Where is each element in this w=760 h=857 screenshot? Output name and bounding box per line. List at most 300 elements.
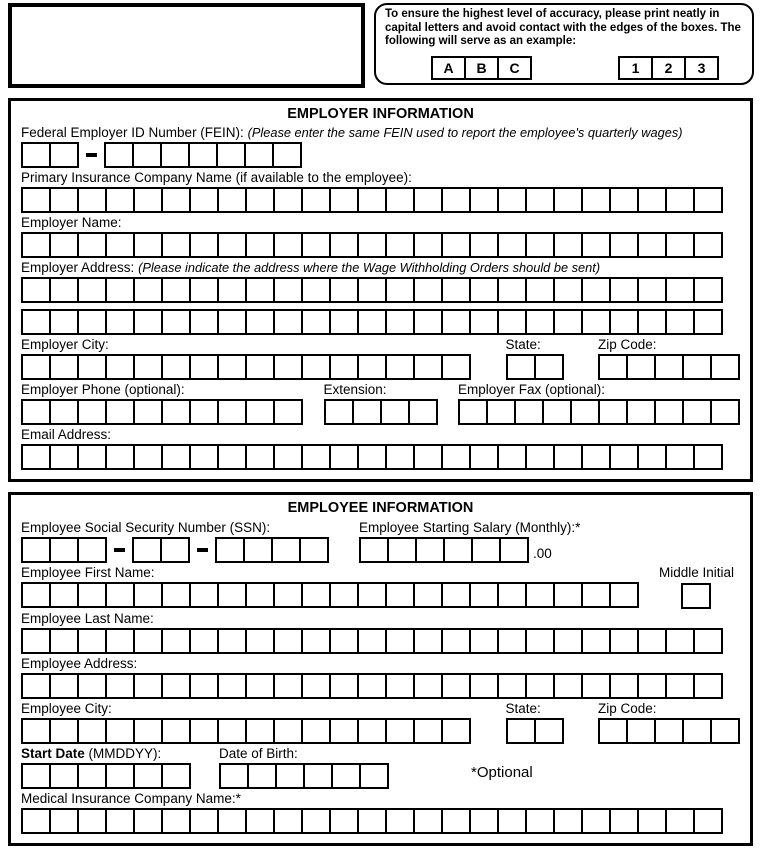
input-box[interactable] [189,354,219,380]
input-box[interactable] [385,309,415,335]
input-box[interactable] [273,808,303,834]
input-box[interactable] [49,277,79,303]
input-box[interactable] [609,444,639,470]
input-box[interactable] [469,277,499,303]
input-box[interactable] [21,628,51,654]
input-box[interactable] [553,808,583,834]
input-box[interactable] [160,537,190,563]
input-box[interactable] [105,277,135,303]
input-box[interactable] [413,582,443,608]
input-box[interactable] [217,628,247,654]
input-box[interactable] [681,583,711,609]
example-box[interactable]: A [431,56,466,80]
input-box[interactable] [189,582,219,608]
input-box[interactable] [324,399,354,425]
input-box[interactable] [413,673,443,699]
input-box[interactable] [189,232,219,258]
input-box[interactable] [161,232,191,258]
input-box[interactable] [329,808,359,834]
input-box[interactable] [189,399,219,425]
input-box[interactable] [415,537,445,563]
input-box[interactable] [301,187,331,213]
input-box[interactable] [301,444,331,470]
input-box[interactable] [609,232,639,258]
input-box[interactable] [105,354,135,380]
input-box[interactable] [49,187,79,213]
input-box[interactable] [357,444,387,470]
input-box[interactable] [273,354,303,380]
input-box[interactable] [133,309,163,335]
input-box[interactable] [553,277,583,303]
input-box[interactable] [357,582,387,608]
example-box[interactable]: C [497,56,532,80]
input-box[interactable] [21,399,51,425]
input-box[interactable] [49,673,79,699]
input-box[interactable] [553,232,583,258]
input-box[interactable] [133,354,163,380]
input-box[interactable] [49,718,79,744]
input-box[interactable] [245,399,275,425]
input-box[interactable] [581,232,611,258]
input-box[interactable] [665,808,695,834]
input-box[interactable] [161,628,191,654]
input-box[interactable] [469,673,499,699]
input-box[interactable] [105,673,135,699]
input-box[interactable] [21,763,51,789]
input-box[interactable] [413,309,443,335]
input-box[interactable] [413,808,443,834]
input-box[interactable] [581,808,611,834]
input-box[interactable] [665,277,695,303]
input-box[interactable] [469,444,499,470]
input-box[interactable] [77,444,107,470]
input-box[interactable] [301,277,331,303]
input-box[interactable] [359,537,389,563]
input-box[interactable] [441,582,471,608]
input-box[interactable] [133,628,163,654]
input-box[interactable] [189,808,219,834]
input-box[interactable] [161,187,191,213]
input-box[interactable] [525,808,555,834]
input-box[interactable] [357,718,387,744]
input-box[interactable] [215,537,245,563]
input-box[interactable] [581,187,611,213]
input-box[interactable] [77,309,107,335]
input-box[interactable] [301,628,331,654]
input-box[interactable] [301,309,331,335]
input-box[interactable] [581,277,611,303]
input-box[interactable] [189,628,219,654]
example-box[interactable]: 2 [651,56,686,80]
input-box[interactable] [413,187,443,213]
input-box[interactable] [161,808,191,834]
input-box[interactable] [598,399,628,425]
input-box[interactable] [385,718,415,744]
input-box[interactable] [77,673,107,699]
input-box[interactable] [609,808,639,834]
input-box[interactable] [216,142,246,168]
input-box[interactable] [525,628,555,654]
input-box[interactable] [693,628,723,654]
input-box[interactable] [105,582,135,608]
input-box[interactable] [329,718,359,744]
input-box[interactable] [693,187,723,213]
input-box[interactable] [245,232,275,258]
input-box[interactable] [161,309,191,335]
input-box[interactable] [49,354,79,380]
input-box[interactable] [385,444,415,470]
example-box[interactable]: 1 [618,56,653,80]
input-box[interactable] [301,808,331,834]
input-box[interactable] [506,718,536,744]
input-box[interactable] [637,309,667,335]
input-box[interactable] [273,232,303,258]
input-box[interactable] [133,718,163,744]
input-box[interactable] [682,718,712,744]
input-box[interactable] [245,582,275,608]
input-box[interactable] [469,808,499,834]
input-box[interactable] [654,718,684,744]
input-box[interactable] [441,309,471,335]
input-box[interactable] [77,808,107,834]
input-box[interactable] [217,277,247,303]
input-box[interactable] [331,763,361,789]
input-box[interactable] [441,808,471,834]
input-box[interactable] [357,277,387,303]
input-box[interactable] [682,399,712,425]
input-box[interactable] [693,444,723,470]
input-box[interactable] [217,354,247,380]
input-box[interactable] [665,628,695,654]
input-box[interactable] [637,808,667,834]
input-box[interactable] [443,537,473,563]
example-box[interactable]: 3 [684,56,719,80]
input-box[interactable] [21,354,51,380]
input-box[interactable] [710,399,740,425]
input-box[interactable] [570,399,600,425]
input-box[interactable] [301,354,331,380]
input-box[interactable] [21,718,51,744]
input-box[interactable] [21,232,51,258]
input-box[interactable] [161,718,191,744]
input-box[interactable] [357,187,387,213]
input-box[interactable] [441,444,471,470]
input-box[interactable] [469,628,499,654]
input-box[interactable] [77,354,107,380]
input-box[interactable] [357,232,387,258]
input-box[interactable] [49,763,79,789]
input-box[interactable] [637,232,667,258]
input-box[interactable] [598,354,628,380]
input-box[interactable] [693,277,723,303]
input-box[interactable] [413,277,443,303]
input-box[interactable] [710,354,740,380]
input-box[interactable] [654,354,684,380]
input-box[interactable] [497,277,527,303]
input-box[interactable] [105,628,135,654]
input-box[interactable] [217,444,247,470]
input-box[interactable] [217,582,247,608]
input-box[interactable] [189,277,219,303]
input-box[interactable] [77,232,107,258]
input-box[interactable] [581,628,611,654]
input-box[interactable] [105,808,135,834]
input-box[interactable] [21,808,51,834]
input-box[interactable] [385,673,415,699]
input-box[interactable] [273,399,303,425]
input-box[interactable] [710,718,740,744]
input-box[interactable] [189,673,219,699]
input-box[interactable] [469,582,499,608]
input-box[interactable] [105,187,135,213]
input-box[interactable] [77,628,107,654]
input-box[interactable] [525,582,555,608]
input-box[interactable] [77,537,107,563]
input-box[interactable] [385,628,415,654]
input-box[interactable] [637,187,667,213]
input-box[interactable] [525,309,555,335]
input-box[interactable] [609,187,639,213]
input-box[interactable] [133,582,163,608]
input-box[interactable] [693,309,723,335]
input-box[interactable] [352,399,382,425]
input-box[interactable] [161,399,191,425]
input-box[interactable] [413,444,443,470]
input-box[interactable] [553,628,583,654]
input-box[interactable] [217,232,247,258]
input-box[interactable] [219,763,249,789]
input-box[interactable] [21,309,51,335]
input-box[interactable] [161,444,191,470]
input-box[interactable] [385,582,415,608]
input-box[interactable] [217,673,247,699]
input-box[interactable] [609,673,639,699]
input-box[interactable] [133,187,163,213]
input-box[interactable] [77,582,107,608]
input-box[interactable] [441,673,471,699]
input-box[interactable] [245,628,275,654]
input-box[interactable] [245,444,275,470]
input-box[interactable] [132,537,162,563]
input-box[interactable] [497,444,527,470]
input-box[interactable] [49,142,79,168]
input-box[interactable] [161,582,191,608]
input-box[interactable] [105,232,135,258]
input-box[interactable] [133,808,163,834]
input-box[interactable] [441,232,471,258]
input-box[interactable] [21,277,51,303]
input-box[interactable] [469,232,499,258]
input-box[interactable] [626,718,656,744]
input-box[interactable] [609,277,639,303]
input-box[interactable] [693,808,723,834]
input-box[interactable] [133,444,163,470]
input-box[interactable] [380,399,410,425]
input-box[interactable] [553,309,583,335]
input-box[interactable] [247,763,277,789]
input-box[interactable] [133,673,163,699]
input-box[interactable] [161,763,191,789]
input-box[interactable] [458,399,488,425]
input-box[interactable] [217,808,247,834]
input-box[interactable] [273,673,303,699]
input-box[interactable] [609,309,639,335]
input-box[interactable] [357,628,387,654]
input-box[interactable] [665,309,695,335]
input-box[interactable] [329,444,359,470]
input-box[interactable] [525,232,555,258]
input-box[interactable] [245,309,275,335]
input-box[interactable] [385,354,415,380]
input-box[interactable] [665,444,695,470]
input-box[interactable] [271,537,301,563]
input-box[interactable] [357,673,387,699]
input-box[interactable] [665,232,695,258]
input-box[interactable] [637,673,667,699]
input-box[interactable] [385,808,415,834]
input-box[interactable] [49,537,79,563]
input-box[interactable] [413,354,443,380]
input-box[interactable] [626,399,656,425]
input-box[interactable] [506,354,536,380]
input-box[interactable] [21,537,51,563]
input-box[interactable] [189,444,219,470]
input-box[interactable] [49,628,79,654]
input-box[interactable] [542,399,572,425]
input-box[interactable] [329,187,359,213]
input-box[interactable] [105,718,135,744]
input-box[interactable] [49,582,79,608]
input-box[interactable] [637,444,667,470]
input-box[interactable] [21,187,51,213]
input-box[interactable] [581,673,611,699]
input-box[interactable] [329,277,359,303]
input-box[interactable] [534,718,564,744]
input-box[interactable] [497,808,527,834]
input-box[interactable] [77,718,107,744]
input-box[interactable] [21,142,51,168]
input-box[interactable] [525,277,555,303]
input-box[interactable] [273,277,303,303]
input-box[interactable] [598,718,628,744]
input-box[interactable] [357,808,387,834]
input-box[interactable] [329,232,359,258]
input-box[interactable] [413,628,443,654]
input-box[interactable] [357,309,387,335]
input-box[interactable] [303,763,333,789]
input-box[interactable] [188,142,218,168]
input-box[interactable] [654,399,684,425]
input-box[interactable] [133,277,163,303]
input-box[interactable] [21,673,51,699]
input-box[interactable] [553,187,583,213]
input-box[interactable] [441,628,471,654]
input-box[interactable] [441,354,471,380]
input-box[interactable] [385,277,415,303]
input-box[interactable] [245,673,275,699]
input-box[interactable] [553,582,583,608]
input-box[interactable] [105,399,135,425]
input-box[interactable] [77,187,107,213]
input-box[interactable] [77,399,107,425]
input-box[interactable] [245,277,275,303]
input-box[interactable] [665,673,695,699]
input-box[interactable] [105,309,135,335]
input-box[interactable] [682,354,712,380]
input-box[interactable] [385,187,415,213]
input-box[interactable] [160,142,190,168]
input-box[interactable] [245,187,275,213]
input-box[interactable] [273,718,303,744]
input-box[interactable] [497,309,527,335]
input-box[interactable] [104,142,134,168]
input-box[interactable] [497,673,527,699]
input-box[interactable] [301,718,331,744]
input-box[interactable] [245,808,275,834]
input-box[interactable] [273,582,303,608]
input-box[interactable] [441,187,471,213]
input-box[interactable] [581,582,611,608]
input-box[interactable] [693,232,723,258]
input-box[interactable] [626,354,656,380]
input-box[interactable] [413,718,443,744]
input-box[interactable] [609,582,639,608]
input-box[interactable] [21,444,51,470]
input-box[interactable] [553,444,583,470]
input-box[interactable] [132,142,162,168]
input-box[interactable] [497,232,527,258]
input-box[interactable] [469,187,499,213]
input-box[interactable] [243,537,273,563]
input-box[interactable] [301,232,331,258]
input-box[interactable] [217,309,247,335]
input-box[interactable] [49,232,79,258]
input-box[interactable] [471,537,501,563]
input-box[interactable] [189,718,219,744]
input-box[interactable] [49,444,79,470]
input-box[interactable] [408,399,438,425]
input-box[interactable] [469,309,499,335]
input-box[interactable] [105,763,135,789]
input-box[interactable] [525,673,555,699]
input-box[interactable] [161,354,191,380]
input-box[interactable] [21,582,51,608]
input-box[interactable] [497,187,527,213]
input-box[interactable] [514,399,544,425]
input-box[interactable] [245,354,275,380]
input-box[interactable] [217,399,247,425]
input-box[interactable] [693,673,723,699]
input-box[interactable] [553,673,583,699]
input-box[interactable] [272,142,302,168]
input-box[interactable] [244,142,274,168]
input-box[interactable] [273,628,303,654]
input-box[interactable] [329,309,359,335]
input-box[interactable] [161,673,191,699]
input-box[interactable] [275,763,305,789]
input-box[interactable] [637,628,667,654]
input-box[interactable] [105,444,135,470]
input-box[interactable] [273,309,303,335]
input-box[interactable] [387,537,417,563]
input-box[interactable] [301,582,331,608]
input-box[interactable] [497,582,527,608]
input-box[interactable] [161,277,191,303]
input-box[interactable] [359,763,389,789]
input-box[interactable] [77,277,107,303]
input-box[interactable] [49,808,79,834]
input-box[interactable] [217,187,247,213]
